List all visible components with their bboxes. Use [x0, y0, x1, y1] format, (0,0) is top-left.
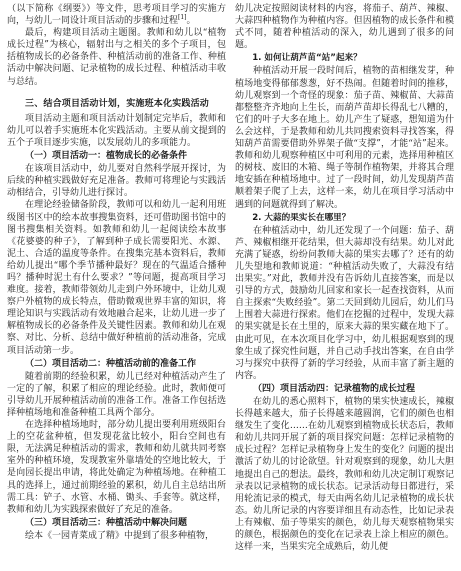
paragraph-sub1-b: 在理论经验储备阶段，教师可以和幼儿一起利用班级图书区中的绘本故事搜集资料，还可借助图书馆中的图书搜集相关资料。如教师和幼儿一起阅读绘本故事《花婆婆的种子》，了解到种子成长需要阳光、水源、泥土、合适的温度等条件。在搜集完基本资料后，教师给幼儿提出“哪个季节播种最好？现在的气温适合播种吗？播种时泥土有什么要求？”等问题，提高项目学习难度。接着，教师带领幼儿走到户外环境中，让幼儿观察户外植物的成长特点，借助微观世界丰富的知识，将理论知识与实践活动有效地融合起来，让幼儿进一步了解植物成长的必备条件及关键性因素。教师和幼儿在观察、对比、分析、总结中做好种植前的活动准备，完成项目活动第一步。 — [7, 200, 226, 356]
question-heading-1: 1. 如何让葫芦苗“站”起来？ — [252, 53, 362, 64]
subsection-heading-2: （二）项目活动二：种植活动前的准备工作 — [25, 358, 197, 369]
subsection-heading-3: （三）项目活动三：种植活动中解决问题 — [25, 517, 188, 528]
paragraph-sub2-a: 随着前期的经验积累，幼儿已经对种植活动产生了一定的了解，积累了相应的理论经验。此时，教师便可引导幼儿开展种植活动前的准备工作。准备工作包括选择种植场地和准备种植工具两个部分。 — [7, 371, 226, 418]
paragraph-section3-intro: 项目活动主题和项目活动计划制定完毕后，教师和幼儿可以着手实施班本化实践活动。主要从前文提到的五个子项目逐步实施，以发展幼儿的多项能力。 — [7, 113, 226, 148]
citation-ref: [1] — [178, 14, 187, 22]
paragraph-sub3-start: 绘本《一园青菜成了精》中提到了很多种植物， — [25, 530, 215, 541]
paragraph-sub3-continuation: 幼儿决定按照阅读材料的内容，将茄子、葫芦、辣椒、大蒜四种植物作为种植内容。但因植物的成长条件和模式不同，随着种植活动的深入，幼儿遇到了很多的问题。 — [235, 4, 454, 51]
right-column — [235, 3, 454, 569]
paragraph-intro-continuation — [7, 3, 226, 27]
paragraph-sub4: 在幼儿的悉心照料下，植物的果实快速成长，辣椒长得越来越大，茄子长得越来越圆润，它们的颜色也相继发生了变化……在幼儿观察到植物成长状态后，教师和幼儿共同开展了新的项目探究问题：怎样记录植物的成长过程？怎样记录植物身上发生的变化？问题的提出激活了幼儿的讨论欲望。针对观察到的现象，幼儿大胆地提出自己的想法。最终，教师和幼儿决定制订观察记录表以记录植物的成长状态。记录活动每日都进行，采用轮流记录的模式，每天由两名幼儿记录植物的成长状态。幼儿所记录的内容要详细且有动态性，比如记录表上有辣椒、茄子等果实的颜色，幼儿每天观察植物果实的颜色，根据颜色的变化在记录表上涂上相应的颜色。这样一来，当果实完全成熟后，幼儿便 — [235, 397, 454, 553]
question-heading-2: 2. 大蒜的果实长在哪里？ — [252, 212, 351, 223]
intro-end: 。 — [186, 16, 196, 27]
paragraph-sub1-a: 在该项目活动中，幼儿要对自然科学展开探讨，为后续的种植实践做好充足准备。教师可将理论与实践活动相结合，引导幼儿进行探讨。 — [7, 164, 226, 199]
intro-text: （以下简称《纲要》）等文件，思考项目学习的实施方向，与幼儿一同设计项目活动的步骤和过程 — [7, 4, 226, 27]
section-heading-3: 三、结合项目活动计划，实施班本化实践活动 — [25, 98, 210, 109]
left-column — [7, 3, 226, 569]
paragraph-question-2: 在种植活动中，幼儿还发现了一个问题：茄子、葫芦、辣椒相继开花结果，但大蒜却没有结果。幼儿对此充满了疑惑，纷纷问教师大蒜的果实去哪了？还有的幼儿失望地和教师说道：“种植活动失败了，大蒜没有结出果实。”对此，教师并没有告诉幼儿直接答案，而是以引导的方式，鼓励幼儿回家和家长一起查找资料，从而自主探索“失败经验”。第二天回到幼儿园后，幼儿们马上围着大蒜进行探索。他们在挖掘的过程中，发现大蒜的果实就是长在土里的，原来大蒜的果实藏在地下了。由此可见，在本次项目化学习中，幼儿根据观察到的现象生成了探究性问题，并自己动手找出答案，在自由学习与探究中获得了新的学习经验，从而丰富了新主题的内容。 — [235, 225, 454, 381]
paragraph-question-1: 种植活动开展一段时间后，植物的苗相继发芽，种植场地变得郁郁葱葱，好不热闹。但随着时间的推移，幼儿观察到一个奇怪的现象：茄子苗、辣椒苗、大蒜苗都整整齐齐地向上生长，而葫芦苗却长得乱七八糟的，它们的叶子大多在地上。幼儿产生了疑惑，想知道为什么会这样，于是教师和幼儿共同搜索资料寻找答案，得知葫芦苗需要借助外界架子做“支撑”，才能“站”起来。教师和幼儿观察种植区中可利用的元素，选择用种植区的树枝、废旧的木箱、绳子等制作植物架，并将其合理地安插在种植场地中。过了一段时间，幼儿发现葫芦苗顺着架子爬了上去，这样一来，幼儿在项目学习活动中遇到的问题就得到了解决。 — [235, 66, 454, 210]
subsection-heading-1: （一）项目活动一：植物成长的必备条件 — [25, 151, 188, 162]
subsection-heading-4: （四）项目活动四：记录植物的成长过程 — [253, 383, 416, 394]
paragraph-sub2-b: 在选择种植场地时，部分幼儿提出要利用班级阳台上的空花盆种植，但发现花盆比较小，阳台空间也有限，无法满足种植活动的需求，教师和幼儿就共同考察室外的种植环境，发现教室外靠墙处的空地比较大，于是向园长提出申请，将此处确定为种植场地。在种植工具的选择上，通过前期经验的累积，幼儿自主总结出所需工具：铲子、水管、水桶、锄头、手套等。就这样，教师和幼儿为实践探索做好了充足的准备。 — [7, 420, 226, 515]
paragraph-topic-map: 最后，构建项目活动主题图。教师和幼儿以“植物成长过程”为核心，辐射出与之相关的多个子项目，包括植物成长的必备条件、种植活动前的准备工作、种植活动中解决问题、记录植物的成长过程、种植活动丰收与总结。 — [7, 28, 226, 87]
